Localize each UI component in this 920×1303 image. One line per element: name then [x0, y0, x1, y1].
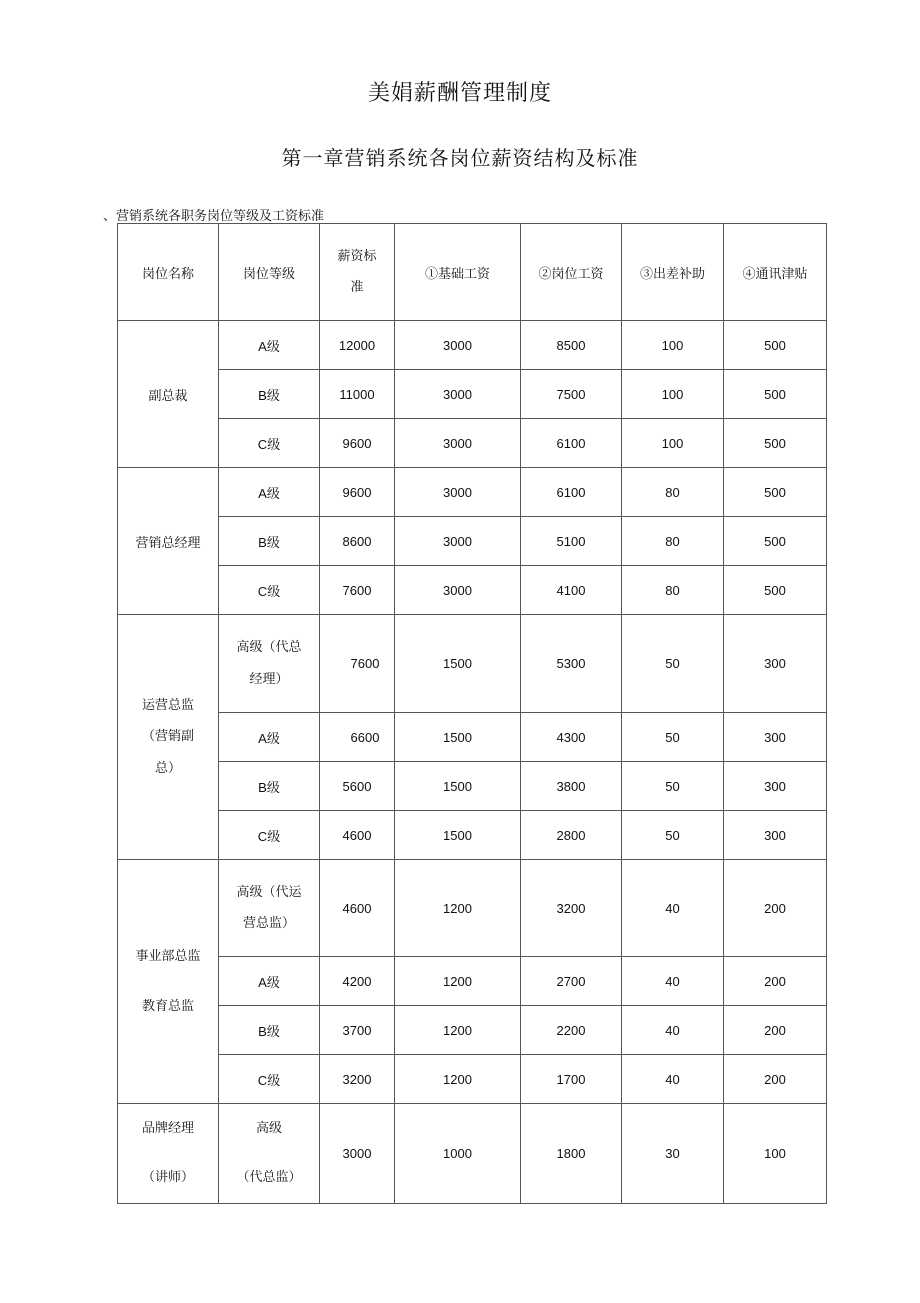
post-cell: 7500	[521, 370, 622, 419]
position-name-line2: （讲师）	[141, 1170, 194, 1186]
travel-cell: 50	[622, 762, 724, 811]
post-cell: 3200	[521, 860, 622, 957]
standard-cell: 9600	[320, 468, 395, 517]
grade-cell: A级	[219, 713, 320, 762]
travel-cell: 80	[622, 468, 724, 517]
grade-cell: B级	[219, 370, 320, 419]
post-cell: 6100	[521, 468, 622, 517]
comm-cell: 200	[724, 957, 827, 1006]
header-standard-line1: 薪资标	[337, 248, 377, 264]
travel-cell: 40	[622, 957, 724, 1006]
travel-cell: 40	[622, 1055, 724, 1104]
comm-cell: 300	[724, 713, 827, 762]
table-row	[118, 1055, 827, 1104]
comm-cell: 500	[724, 517, 827, 566]
standard-cell: 11000	[320, 370, 395, 419]
table-row	[118, 615, 827, 713]
basic-cell: 3000	[395, 370, 521, 419]
standard-cell: 12000	[320, 321, 395, 370]
position-name: 运营总监	[141, 698, 194, 714]
grade-cell: A级	[219, 321, 320, 370]
standard-cell: 7600	[320, 615, 395, 713]
post-cell: 4100	[521, 566, 622, 615]
header-comm: ④通讯津贴	[724, 224, 827, 321]
header-travel: ③出差补助	[622, 224, 724, 321]
grade-cell: 高级（代运 营总监）	[219, 860, 320, 957]
travel-cell: 50	[622, 811, 724, 860]
position-cell	[118, 468, 219, 615]
basic-cell: 1000	[395, 1104, 521, 1204]
travel-cell: 80	[622, 566, 724, 615]
basic-cell: 3000	[395, 468, 521, 517]
document-title: 美娟薪酬管理制度	[367, 81, 552, 106]
basic-cell: 1500	[395, 615, 521, 713]
basic-cell: 3000	[395, 517, 521, 566]
comm-cell: 200	[724, 1055, 827, 1104]
basic-cell: 3000	[395, 419, 521, 468]
basic-cell: 1200	[395, 860, 521, 957]
position-cell	[118, 1104, 219, 1204]
table-row	[118, 957, 827, 1006]
post-cell: 8500	[521, 321, 622, 370]
position-name: 事业部总监	[135, 949, 201, 965]
table-row	[118, 566, 827, 615]
comm-cell: 200	[724, 860, 827, 957]
table-row	[118, 762, 827, 811]
standard-cell: 5600	[320, 762, 395, 811]
table-row	[118, 419, 827, 468]
standard-cell: 3700	[320, 1006, 395, 1055]
standard-cell: 3200	[320, 1055, 395, 1104]
grade-cell: A级	[219, 957, 320, 1006]
post-cell: 2200	[521, 1006, 622, 1055]
standard-cell: 6600	[320, 713, 395, 762]
position-name: 营销总经理	[135, 535, 201, 551]
table-row	[118, 1104, 827, 1204]
position-name-line3: 总）	[154, 760, 181, 776]
position-name-line2: （营销副	[141, 729, 194, 745]
position-cell	[118, 321, 219, 468]
grade-cell: C级	[219, 1055, 320, 1104]
comm-cell: 300	[724, 615, 827, 713]
comm-cell: 300	[724, 811, 827, 860]
table-row	[118, 517, 827, 566]
position-name-line2: 教育总监	[141, 998, 194, 1014]
basic-cell: 3000	[395, 566, 521, 615]
standard-cell: 9600	[320, 419, 395, 468]
standard-cell: 4200	[320, 957, 395, 1006]
position-cell	[118, 860, 219, 1104]
post-cell: 2700	[521, 957, 622, 1006]
comm-cell: 500	[724, 468, 827, 517]
comm-cell: 300	[724, 762, 827, 811]
position-cell	[118, 615, 219, 860]
grade-cell: C级	[219, 811, 320, 860]
header-standard	[320, 224, 395, 321]
header-position: 岗位名称	[118, 224, 219, 321]
chapter-heading: 第一章营销系统各岗位薪资结构及标准	[281, 146, 639, 170]
post-cell: 5100	[521, 517, 622, 566]
basic-cell: 1200	[395, 1055, 521, 1104]
header-post: ②岗位工资	[521, 224, 622, 321]
grade-cell: 高级（代总 经理）	[219, 615, 320, 713]
grade-cell: C级	[219, 566, 320, 615]
table-row	[118, 713, 827, 762]
travel-cell: 30	[622, 1104, 724, 1204]
travel-cell: 80	[622, 517, 724, 566]
standard-cell: 4600	[320, 860, 395, 957]
table-row	[118, 321, 827, 370]
basic-cell: 1500	[395, 811, 521, 860]
basic-cell: 3000	[395, 321, 521, 370]
section-heading: 、营销系统各职务岗位等级及工资标准	[103, 209, 325, 224]
table-row	[118, 860, 827, 957]
table-row	[118, 468, 827, 517]
grade-cell: 高级 （代总监）	[219, 1104, 320, 1204]
travel-cell: 40	[622, 1006, 724, 1055]
header-basic: ①基础工资	[395, 224, 521, 321]
grade-cell: B级	[219, 1006, 320, 1055]
post-cell: 3800	[521, 762, 622, 811]
position-name: 副总裁	[148, 388, 188, 404]
grade-cell: B级	[219, 762, 320, 811]
standard-cell: 7600	[320, 566, 395, 615]
post-cell: 1800	[521, 1104, 622, 1204]
post-cell: 1700	[521, 1055, 622, 1104]
standard-cell: 3000	[320, 1104, 395, 1204]
travel-cell: 40	[622, 860, 724, 957]
table-row	[118, 1006, 827, 1055]
table-row	[118, 370, 827, 419]
travel-cell: 100	[622, 419, 724, 468]
travel-cell: 50	[622, 713, 724, 762]
post-cell: 6100	[521, 419, 622, 468]
salary-table	[117, 223, 827, 1204]
post-cell: 5300	[521, 615, 622, 713]
comm-cell: 200	[724, 1006, 827, 1055]
header-grade: 岗位等级	[219, 224, 320, 321]
basic-cell: 1200	[395, 957, 521, 1006]
travel-cell: 100	[622, 370, 724, 419]
table-header-row	[118, 224, 827, 321]
grade-cell: A级	[219, 468, 320, 517]
table-row	[118, 811, 827, 860]
basic-cell: 1500	[395, 762, 521, 811]
comm-cell: 500	[724, 321, 827, 370]
standard-cell: 4600	[320, 811, 395, 860]
grade-cell: B级	[219, 517, 320, 566]
position-name: 品牌经理	[141, 1121, 194, 1136]
post-cell: 2800	[521, 811, 622, 860]
basic-cell: 1200	[395, 1006, 521, 1055]
travel-cell: 50	[622, 615, 724, 713]
basic-cell: 1500	[395, 713, 521, 762]
header-standard-line2: 准	[350, 280, 364, 295]
comm-cell: 500	[724, 370, 827, 419]
travel-cell: 100	[622, 321, 724, 370]
comm-cell: 500	[724, 419, 827, 468]
comm-cell: 100	[724, 1104, 827, 1204]
comm-cell: 500	[724, 566, 827, 615]
post-cell: 4300	[521, 713, 622, 762]
standard-cell: 8600	[320, 517, 395, 566]
grade-cell: C级	[219, 419, 320, 468]
